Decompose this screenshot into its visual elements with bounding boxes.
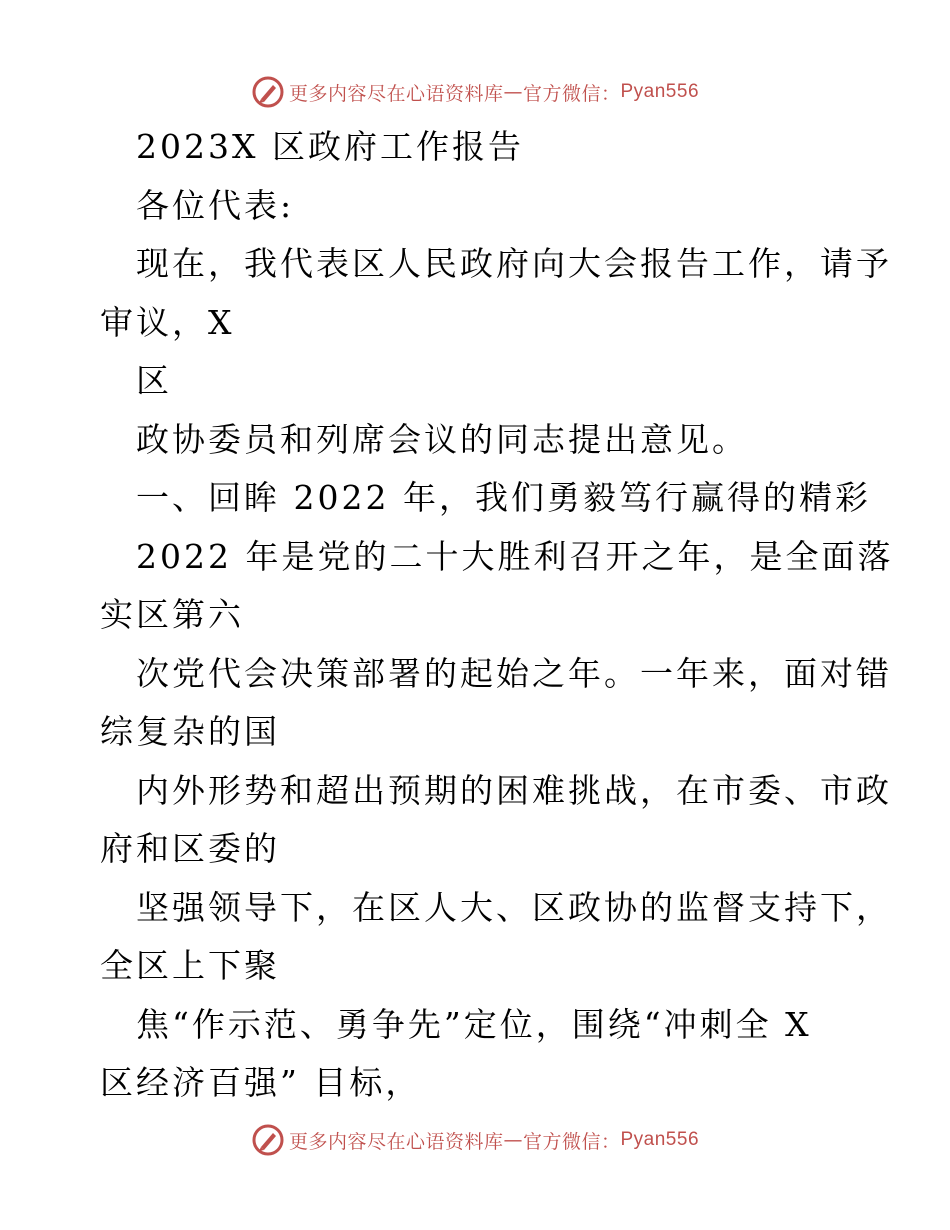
- doc-line: 一、回眸 2022 年，我们勇毅笃行赢得的精彩: [136, 478, 871, 517]
- doc-line: 各位代表:: [136, 185, 295, 225]
- watermark-wechat-id: Pyan556: [620, 81, 700, 102]
- doc-line: 2022 年是党的二十大胜利召开之年，是全面落: [136, 536, 894, 576]
- doc-line: 全区上下聚: [100, 946, 280, 985]
- doc-line: 区经济百强” 目标，: [100, 1063, 422, 1102]
- watermark-site-text: 更多内容尽在心语资料库: [288, 82, 504, 105]
- doc-line: 坚强领导下，在区人大、区政协的监督支持下，: [136, 887, 892, 927]
- doc-line: 综复杂的国: [100, 712, 280, 751]
- doc-line: 内外形势和超出预期的困难挑战，在市委、市政: [136, 770, 892, 810]
- watermark-separator: —: [503, 1129, 523, 1151]
- watermark-separator: —: [503, 81, 523, 103]
- doc-line: 次党代会决策部署的起始之年。一年来，面对错: [136, 653, 892, 693]
- document-body: [100, 118, 894, 1113]
- watermark-banner-bottom: [0, 1120, 950, 1160]
- watermark-wechat-label: 官方微信：: [522, 82, 621, 105]
- watermark-site-text: 更多内容尽在心语资料库: [288, 1130, 504, 1153]
- doc-line: 府和区委的: [100, 829, 280, 868]
- doc-line: 区: [136, 361, 172, 400]
- doc-line: 政协委员和列席会议的同志提出意见。: [136, 419, 748, 459]
- doc-line: 2023X 区政府工作报告: [136, 127, 524, 166]
- doc-line: 审议，X: [100, 302, 235, 342]
- doc-line: 实区第六: [100, 595, 244, 634]
- pen-logo-icon: [251, 1123, 285, 1157]
- watermark-wechat-id: Pyan556: [620, 1129, 700, 1150]
- doc-line: 焦“作示范、勇争先”定位，围绕“冲刺全 X: [136, 1004, 812, 1044]
- doc-line: 现在，我代表区人民政府向大会报告工作，请予: [136, 244, 892, 283]
- watermark-wechat-label: 官方微信：: [522, 1130, 621, 1153]
- pen-logo-icon: [251, 75, 285, 109]
- watermark-banner-top: [0, 72, 950, 112]
